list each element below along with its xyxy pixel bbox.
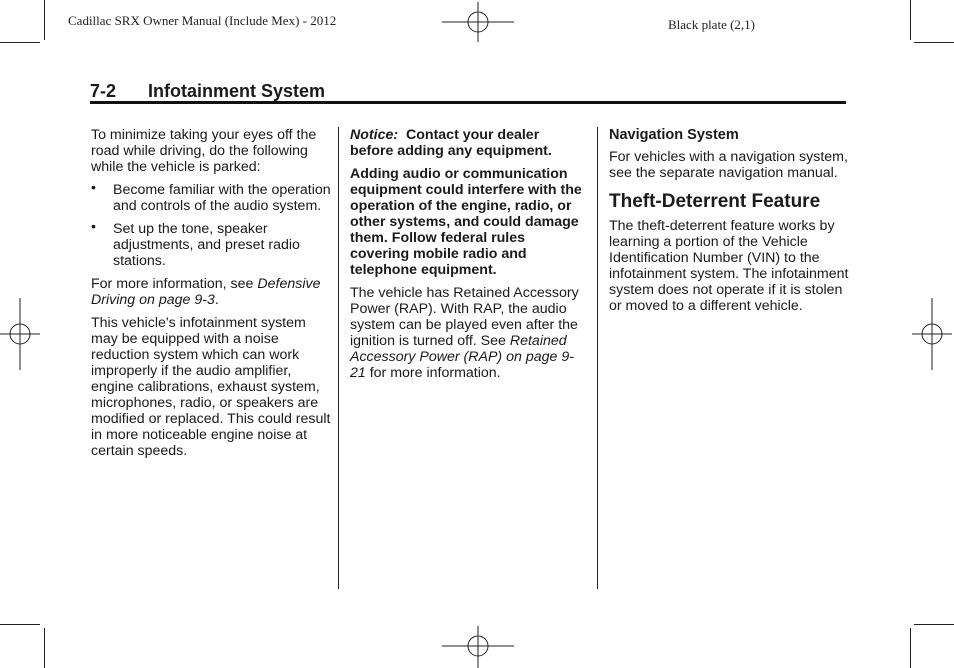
theft-deterrent-paragraph: The theft-deterrent feature works by learning a portion of the Vehicle Identification Number (VIN) to the infotainment system. The infotainment system does not operate if it is stolen or moved to a different vehicle. xyxy=(609,218,849,314)
crop-mark xyxy=(0,624,40,625)
rap-prefix: The vehicle has Retained Accessory Power (RAP). With RAP, the audio system can be played even after the ignition is turned off. See xyxy=(350,285,579,349)
bullet-text: Set up the tone, speaker adjustments, and preset radio stations. xyxy=(113,221,300,269)
notice-label: Notice: xyxy=(350,127,399,143)
section-title: Infotainment System xyxy=(148,81,326,101)
registration-mark-icon xyxy=(442,2,514,42)
rap-link[interactable]: Retained Accessory Power (RAP) on page 9-21 xyxy=(350,333,574,381)
column-divider xyxy=(597,127,598,589)
noise-paragraph: This vehicle's infotainment system may be equipped with a noise reduction system which can work improperly if the audio amplifier, engine calibrations, exhaust system, microphones, radio, or speakers are modified or replaced. This could result in more noticeable engine noise at certain speeds. xyxy=(91,315,331,459)
list-item xyxy=(91,221,331,269)
notice-text: Contact your dealer before adding any equipment. xyxy=(350,127,552,159)
crop-mark xyxy=(914,42,954,43)
bullet-text: Become familiar with the operation and controls of the audio system. xyxy=(113,182,331,214)
crop-mark xyxy=(0,42,40,43)
column-divider xyxy=(338,127,339,589)
column-3 xyxy=(609,127,849,321)
notice-paragraph xyxy=(350,127,586,159)
crop-mark xyxy=(44,628,45,668)
column-2 xyxy=(350,127,586,388)
registration-mark-icon xyxy=(912,298,952,370)
section-header xyxy=(90,79,846,105)
navigation-paragraph: For vehicles with a navigation system, see the separate navigation manual. xyxy=(609,149,848,181)
crop-mark xyxy=(44,0,45,40)
list-item xyxy=(91,182,331,214)
bullet-icon: • xyxy=(91,180,96,196)
more-info-suffix: . xyxy=(214,292,219,308)
defensive-driving-link[interactable]: Defensive Driving on page 9-3 xyxy=(91,276,321,308)
page-number: 7-2 xyxy=(90,81,117,101)
crop-mark xyxy=(910,0,911,40)
warning-paragraph: Adding audio or communication equipment could interfere with the operation of the engine, radio, or other systems, and could damage them. Follow federal rules covering mobile radio and telephone equipment. xyxy=(350,166,582,278)
section-rule xyxy=(90,101,846,104)
rap-paragraph xyxy=(350,285,586,381)
manual-title: Cadillac SRX Owner Manual (Include Mex) - 2012 xyxy=(68,13,337,28)
theft-deterrent-heading: Theft-Deterrent Feature xyxy=(609,191,821,212)
column-1 xyxy=(91,127,331,466)
more-info-prefix: For more information, see xyxy=(91,276,258,292)
registration-mark-icon xyxy=(0,298,40,370)
crop-mark xyxy=(914,624,954,625)
registration-mark-icon xyxy=(442,626,514,668)
crop-mark xyxy=(910,628,911,668)
navigation-heading: Navigation System xyxy=(609,127,739,143)
bullet-icon: • xyxy=(91,219,96,235)
plate-label: Black plate (2,1) xyxy=(668,17,755,32)
rap-suffix: for more information. xyxy=(365,365,501,381)
more-info-paragraph xyxy=(91,276,331,308)
intro-paragraph: To minimize taking your eyes off the road while driving, do the following while the vehicle is parked: xyxy=(91,127,317,175)
